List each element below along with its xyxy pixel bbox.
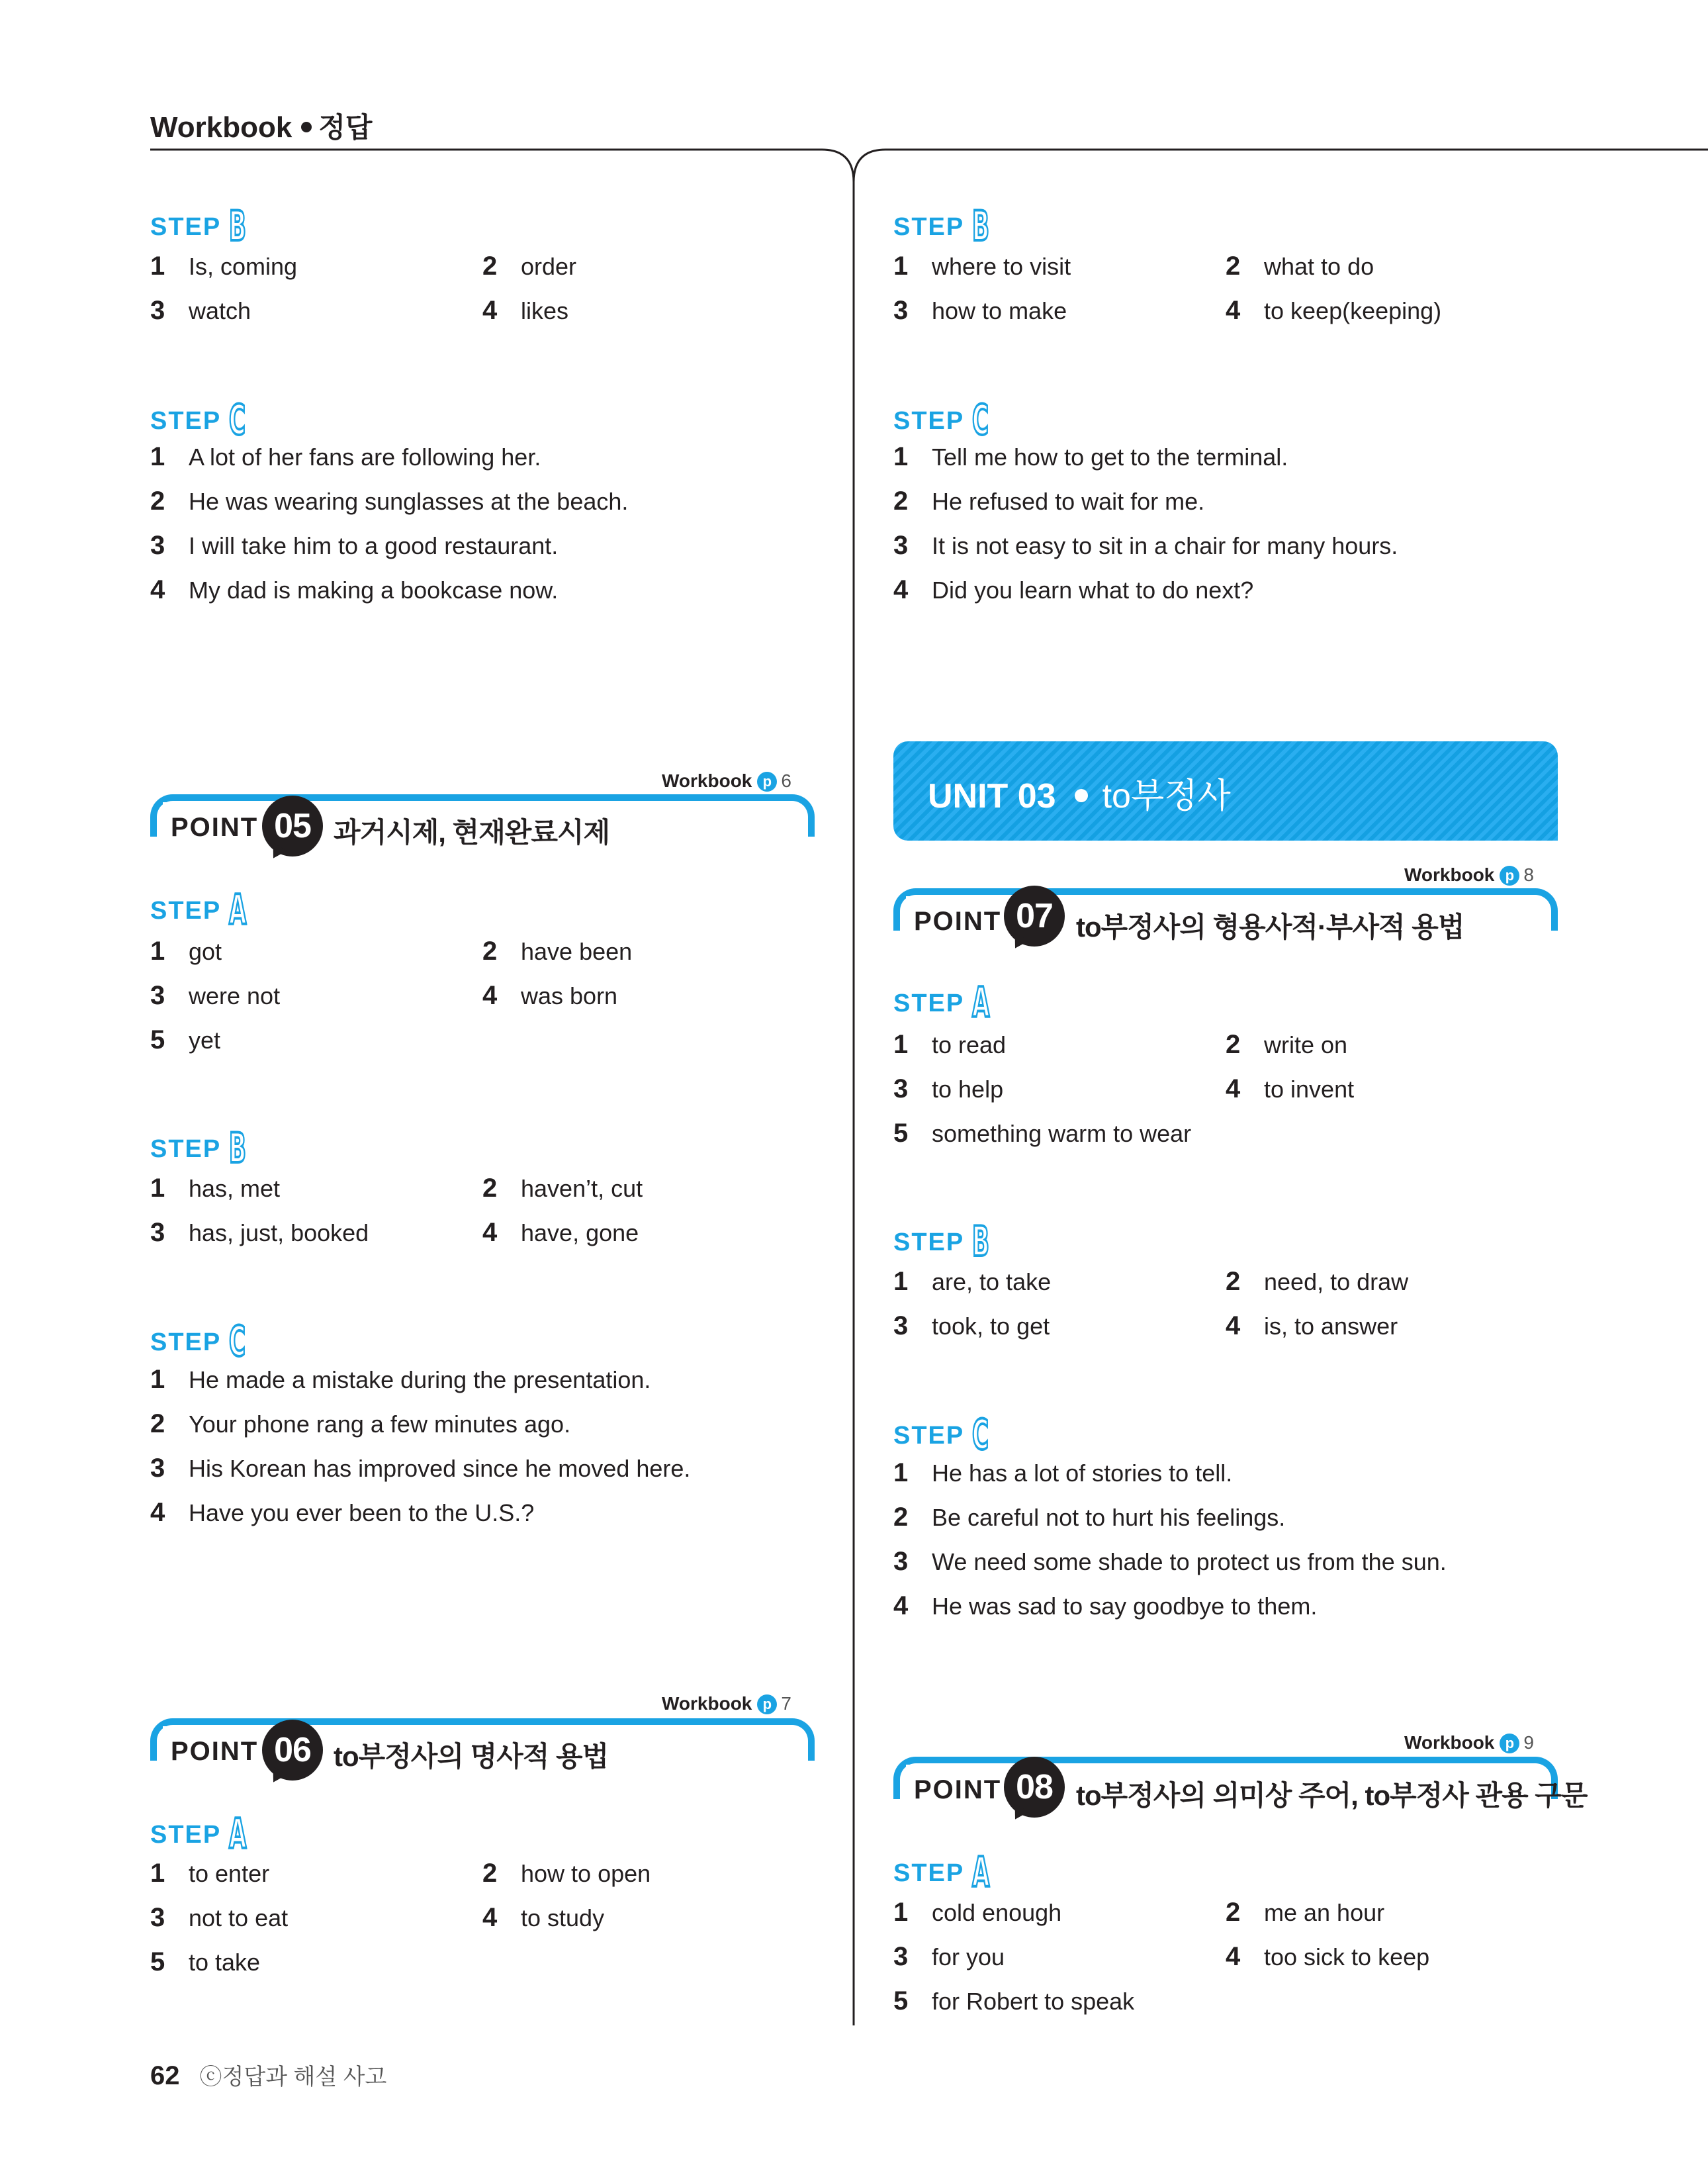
answer-item: 2 how to open	[482, 1859, 651, 1888]
point-label: POINT	[914, 1775, 1002, 1804]
answer-item: 3 took, to get	[893, 1311, 1050, 1340]
point-title: to부정사의 형용사적·부사적 용법	[1076, 911, 1464, 943]
answer-item: 1 where to visit	[893, 252, 1071, 281]
answer-item: 1 to enter	[150, 1859, 270, 1888]
workbook-page-ref: Workbook p 9	[1404, 1732, 1534, 1753]
unit-banner	[893, 741, 1558, 841]
answer-item: 2 write on	[1226, 1030, 1348, 1059]
step-header: STEP A	[150, 886, 247, 934]
point-number-badge: 06	[262, 1720, 323, 1781]
answer-item: 5 for Robert to speak	[893, 1986, 1135, 2015]
answer-item: 2 have been	[482, 937, 633, 966]
step-header: STEP B	[150, 202, 247, 250]
step-header: STEP B	[893, 1217, 991, 1266]
answer-item: 4 He was sad to say goodbye to them.	[893, 1591, 1318, 1620]
step-header: STEP A	[893, 1848, 991, 1896]
workbook-page-ref: Workbook p 6	[662, 770, 791, 791]
page-footer	[150, 2059, 386, 2091]
workbook-page-ref: Workbook p 7	[662, 1693, 791, 1714]
unit-title: to부정사	[1102, 777, 1231, 815]
answer-item: 2 what to do	[1226, 252, 1374, 281]
step-header: STEP C	[150, 396, 247, 444]
bullet-icon	[1075, 789, 1088, 802]
answer-item: 1 He has a lot of stories to tell.	[893, 1458, 1233, 1487]
answer-item: 1 to read	[893, 1030, 1007, 1059]
step-letter: B	[972, 202, 991, 250]
answer-item: 1 has, met	[150, 1174, 281, 1203]
step-letter: A	[972, 1848, 991, 1896]
answer-item: 1 Is, coming	[150, 252, 298, 281]
answer-item: 3 for you	[893, 1942, 1005, 1971]
answer-item: 3 I will take him to a good restaurant.	[150, 531, 559, 560]
step-letter: A	[229, 886, 247, 934]
step-letter: A	[229, 1810, 247, 1858]
point-number-badge: 05	[262, 796, 323, 857]
step-header: STEP A	[893, 978, 991, 1027]
answer-item: 3 It is not easy to sit in a chair for many hours.	[893, 531, 1398, 560]
answer-item: 5 yet	[150, 1025, 221, 1054]
answer-item: 2 me an hour	[1226, 1898, 1385, 1927]
answer-item: 3 not to eat	[150, 1903, 289, 1932]
page-icon: p	[757, 772, 777, 792]
answer-item: 2 haven’t, cut	[482, 1174, 643, 1203]
point-label: POINT	[914, 907, 1002, 936]
header-subtitle: 정답	[318, 112, 373, 143]
step-letter: C	[229, 396, 247, 444]
answer-item: 1 He made a mistake during the presentation.	[150, 1365, 651, 1394]
answer-item: 4 Did you learn what to do next?	[893, 575, 1254, 604]
answer-item: 3 were not	[150, 981, 281, 1010]
page-icon: p	[1500, 1734, 1519, 1753]
step-letter: C	[972, 396, 990, 444]
answer-item: 4 to invent	[1226, 1074, 1355, 1103]
step-header: STEP C	[893, 1411, 990, 1459]
answer-item: 1 Tell me how to get to the terminal.	[893, 442, 1288, 471]
publisher-text: ⓒ정답과 해설 사고	[199, 2064, 387, 2090]
header-title: Workbook	[150, 111, 292, 144]
answer-item: 3 to help	[893, 1074, 1004, 1103]
point-label: POINT	[171, 1737, 259, 1766]
answer-item: 2 Your phone rang a few minutes ago.	[150, 1409, 571, 1438]
point-title: to부정사의 명사적 용법	[334, 1741, 609, 1772]
answer-item: 2 order	[482, 252, 577, 281]
step-header: STEP C	[150, 1317, 247, 1366]
step-letter: C	[229, 1317, 247, 1366]
step-letter: B	[229, 202, 247, 250]
answer-item: 4 Have you ever been to the U.S.?	[150, 1498, 535, 1527]
answer-item: 5 to take	[150, 1947, 261, 1976]
step-header: STEP A	[150, 1810, 247, 1858]
answer-item: 2 He was wearing sunglasses at the beach.	[150, 486, 629, 516]
answer-item: 4 to study	[482, 1903, 605, 1932]
point-title: to부정사의 의미상 주어, to부정사 관용 구문	[1076, 1780, 1588, 1811]
answer-item: 4 was born	[482, 981, 618, 1010]
step-letter: B	[229, 1124, 247, 1172]
step-header: STEP C	[893, 396, 990, 444]
answer-item: 1 got	[150, 937, 222, 966]
answer-item: 1 A lot of her fans are following her.	[150, 442, 541, 471]
answer-item: 4 likes	[482, 296, 569, 325]
page-icon: p	[1500, 866, 1519, 886]
answer-item: 4 too sick to keep	[1226, 1942, 1430, 1971]
workbook-page-ref: Workbook p 8	[1404, 864, 1534, 885]
step-letter: B	[972, 1217, 991, 1266]
answer-item: 4 to keep(keeping)	[1226, 296, 1442, 325]
answer-item: 3 His Korean has improved since he moved here.	[150, 1454, 691, 1483]
point-number-badge: 07	[1004, 886, 1065, 947]
answer-item: 3 watch	[150, 296, 251, 325]
answer-item: 4 My dad is making a bookcase now.	[150, 575, 559, 604]
answer-item: 1 are, to take	[893, 1267, 1052, 1296]
answer-item: 2 He refused to wait for me.	[893, 486, 1205, 516]
page-number: 62	[150, 2061, 180, 2090]
point-label: POINT	[171, 813, 259, 842]
step-letter: C	[972, 1411, 990, 1459]
answer-item: 2 need, to draw	[1226, 1267, 1409, 1296]
answer-item: 4 is, to answer	[1226, 1311, 1398, 1340]
step-letter: A	[972, 978, 991, 1027]
answer-item: 5 something warm to wear	[893, 1119, 1192, 1148]
page-icon: p	[757, 1694, 777, 1714]
answer-item: 3 has, just, booked	[150, 1218, 369, 1247]
step-header: STEP B	[893, 202, 991, 250]
answer-item: 2 Be careful not to hurt his feelings.	[893, 1503, 1286, 1532]
unit-label: UNIT 03	[928, 777, 1056, 815]
step-header: STEP B	[150, 1124, 247, 1172]
point-number-badge: 08	[1004, 1757, 1065, 1818]
point-title: 과거시제, 현재완료시제	[334, 817, 610, 848]
answer-item: 1 cold enough	[893, 1898, 1062, 1927]
answer-item: 3 how to make	[893, 296, 1067, 325]
answer-item: 3 We need some shade to protect us from the sun.	[893, 1547, 1447, 1576]
answer-item: 4 have, gone	[482, 1218, 639, 1247]
